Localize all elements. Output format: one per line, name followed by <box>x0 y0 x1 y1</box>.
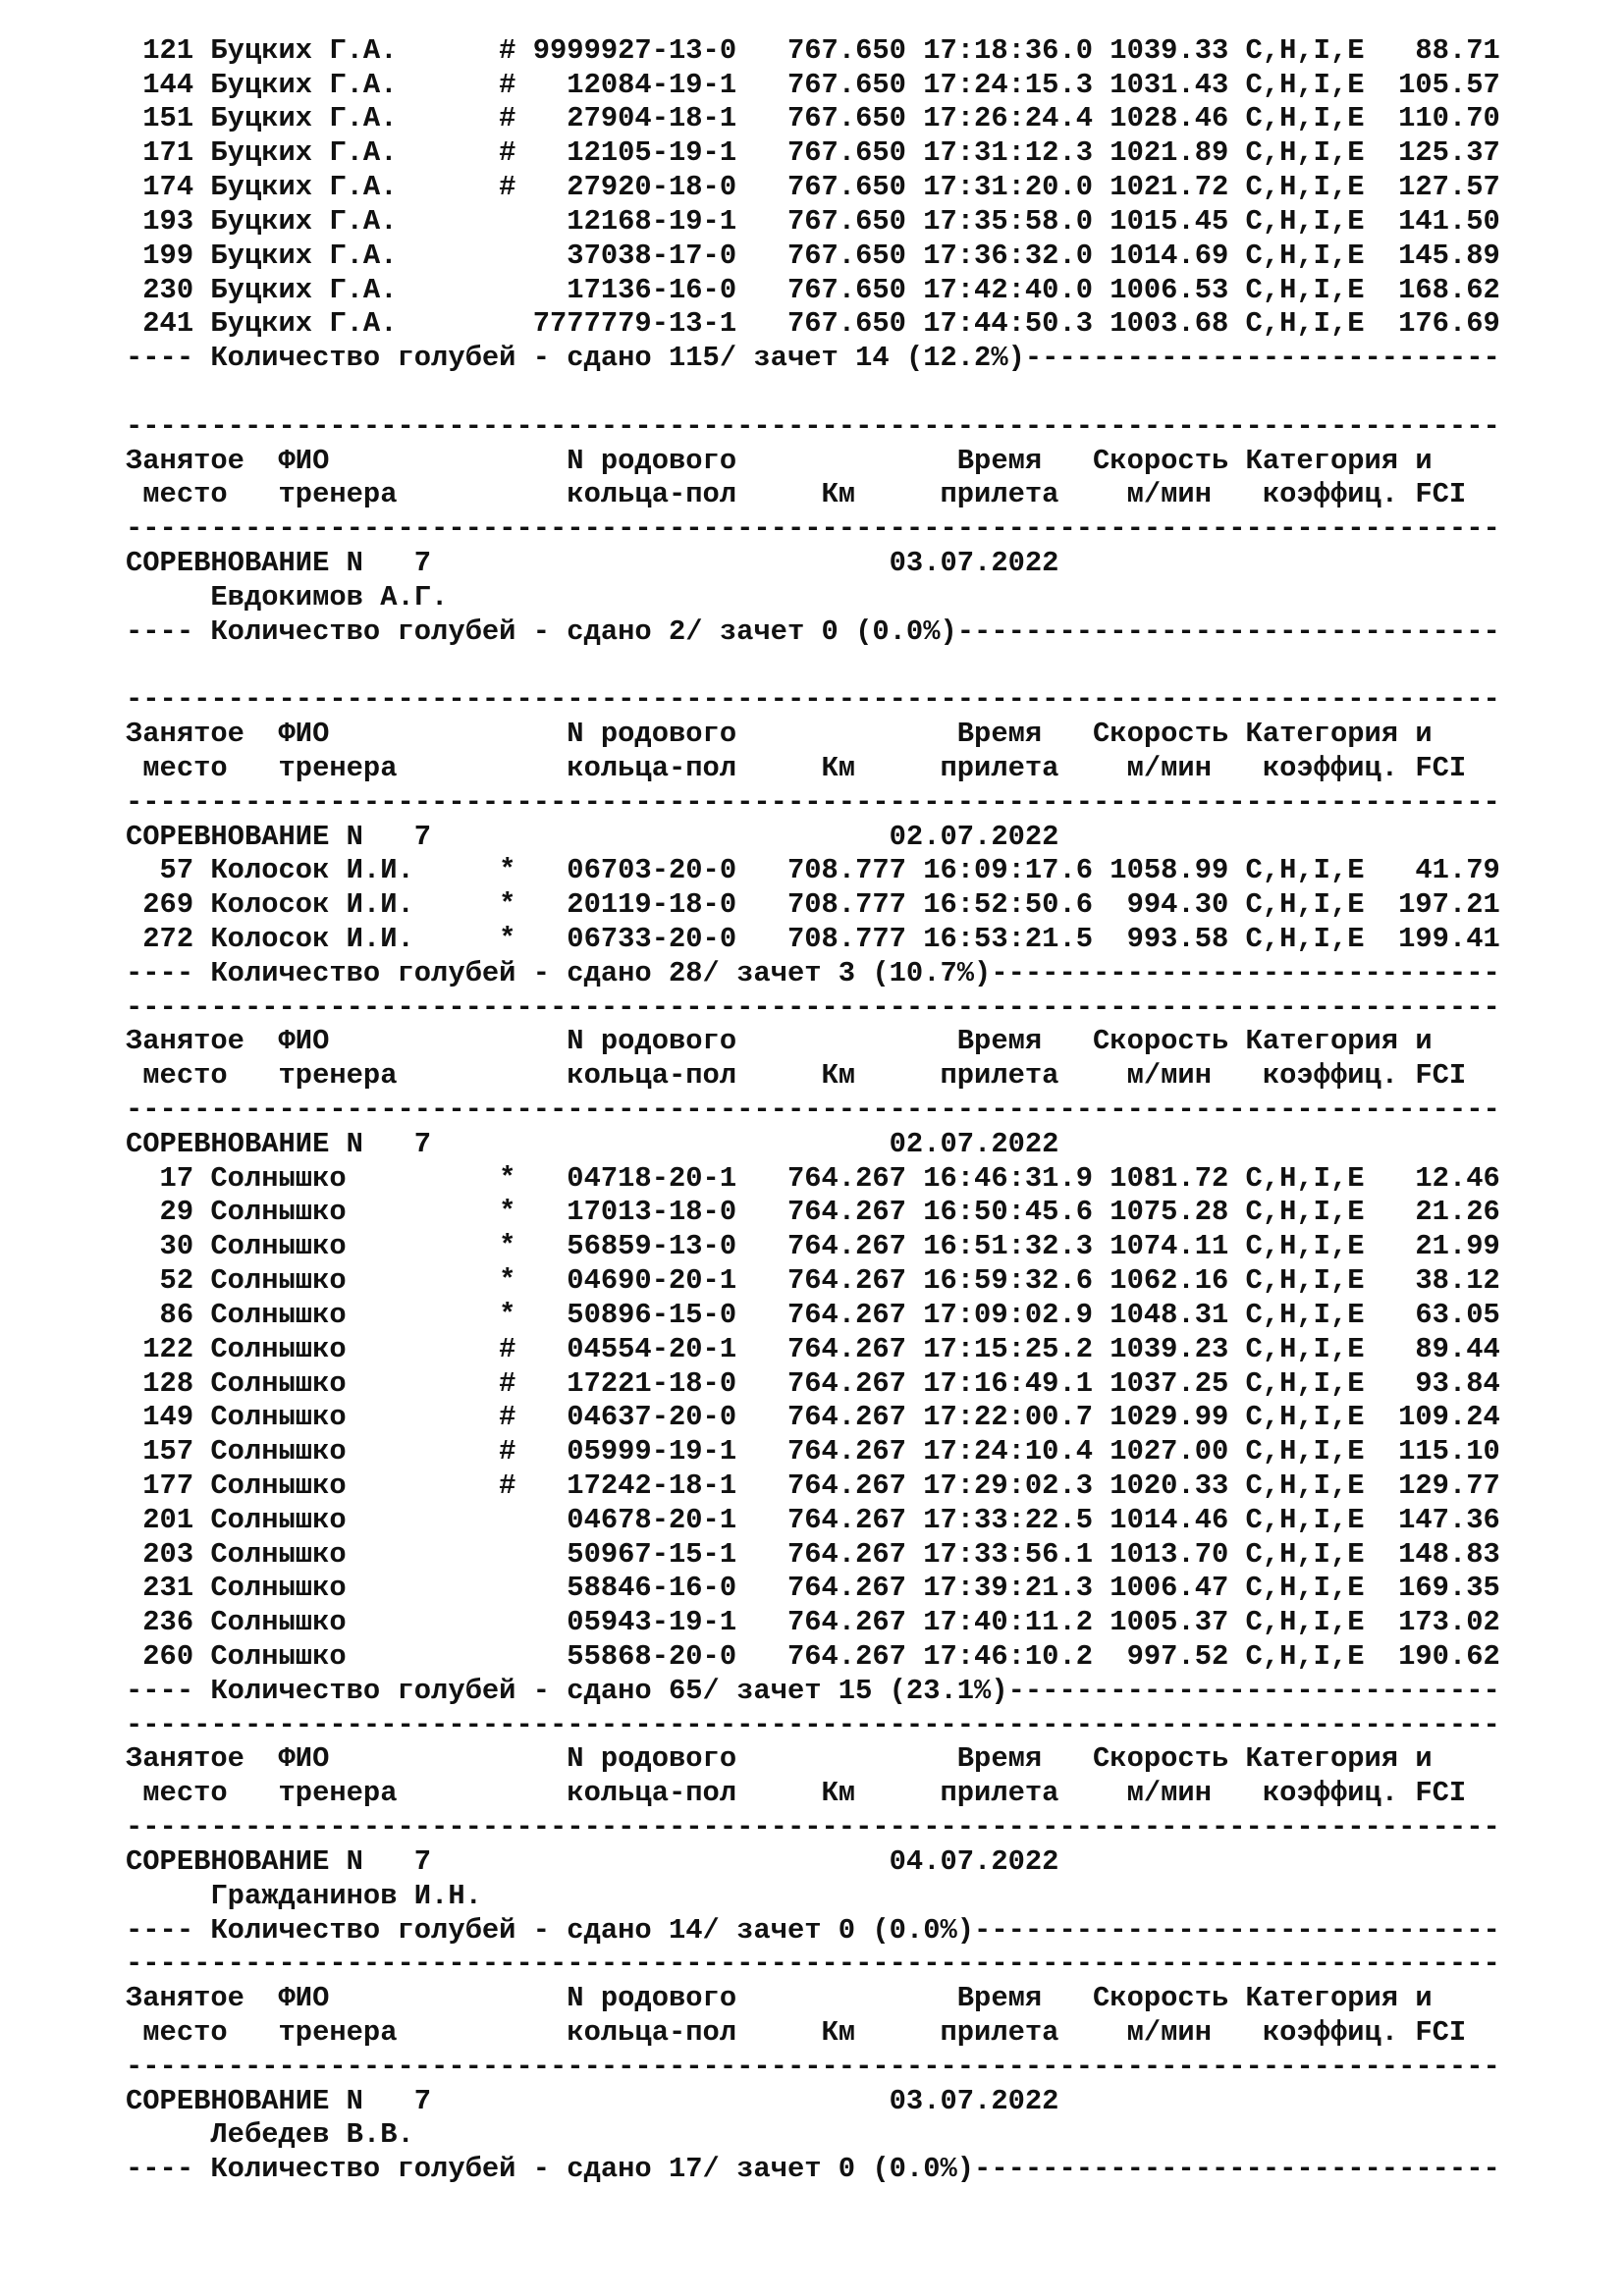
report-line: Гражданинов И.Н. <box>126 1879 482 1912</box>
report-line: --------------------------------------------------------------------------------- <box>126 1811 1500 1844</box>
report-line: Лебедев В.В. <box>126 2118 414 2152</box>
report-line: СОРЕВНОВАНИЕ N 7 03.07.2022 <box>126 547 1059 579</box>
report-line: 157 Солнышко # 05999-19-1 764.267 17:24:10.4 1027.00 C,H,I,E 115.10 <box>126 1435 1500 1468</box>
report-line: --------------------------------------------------------------------------------- <box>126 1948 1500 1981</box>
report-line: --------------------------------------------------------------------------------- <box>126 512 1500 546</box>
report-line: --------------------------------------------------------------------------------- <box>126 785 1500 819</box>
report-line: 122 Солнышко # 04554-20-1 764.267 17:15:25.2 1039.23 C,H,I,E 89.44 <box>126 1332 1500 1365</box>
report-line: 128 Солнышко # 17221-18-0 764.267 17:16:49.1 1037.25 C,H,I,E 93.84 <box>126 1366 1500 1400</box>
report-line: 201 Солнышко 04678-20-1 764.267 17:33:22.5 1014.46 C,H,I,E 147.36 <box>126 1503 1500 1536</box>
report-line: 269 Колосок И.И. * 20119-18-0 708.777 16:52:50.6 994.30 C,H,I,E 197.21 <box>126 888 1500 922</box>
report-line: 177 Солнышко # 17242-18-1 764.267 17:29:02.3 1020.33 C,H,I,E 129.77 <box>126 1468 1500 1502</box>
report-line: 199 Буцких Г.А. 37038-17-0 767.650 17:36:32.0 1014.69 C,H,I,E 145.89 <box>126 239 1500 272</box>
report-line: 260 Солнышко 55868-20-0 764.267 17:46:10.2 997.52 C,H,I,E 190.62 <box>126 1640 1500 1673</box>
report-line: 144 Буцких Г.А. # 12084-19-1 767.650 17:24:15.3 1031.43 C,H,I,E 105.57 <box>126 68 1500 101</box>
report-line: --------------------------------------------------------------------------------- <box>126 1708 1500 1741</box>
report-line: 174 Буцких Г.А. # 27920-18-0 767.650 17:31:20.0 1021.72 C,H,I,E 127.57 <box>126 171 1500 204</box>
report-line: ---- Количество голубей - сдано 115/ зачет 14 (12.2%)---------------------------- <box>126 342 1500 375</box>
report-line: ---- Количество голубей - сдано 17/ зачет 0 (0.0%)------------------------------- <box>126 2153 1500 2186</box>
report-line: --------------------------------------------------------------------------------- <box>126 990 1500 1024</box>
report-line: 151 Буцких Г.А. # 27904-18-1 767.650 17:26:24.4 1028.46 C,H,I,E 110.70 <box>126 102 1500 135</box>
report-line: Евдокимов А.Г. <box>126 580 449 614</box>
report-line: ---- Количество голубей - сдано 28/ зачет 3 (10.7%)------------------------------ <box>126 956 1500 989</box>
report-line: СОРЕВНОВАНИЕ N 7 03.07.2022 <box>126 2084 1059 2117</box>
report-line <box>126 649 1500 683</box>
report-line: место тренера кольца-пол Км прилета м/мин коэффиц. FCI <box>126 478 1467 511</box>
report-line: 241 Буцких Г.А. 7777779-13-1 767.650 17:44:50.3 1003.68 C,H,I,E 176.69 <box>126 307 1500 341</box>
report-line: Занятое ФИО N родового Время Скорость Категория и <box>126 1025 1433 1058</box>
report-line: --------------------------------------------------------------------------------- <box>126 683 1500 717</box>
report-line: место тренера кольца-пол Км прилета м/мин коэффиц. FCI <box>126 1777 1467 1810</box>
report-line: Занятое ФИО N родового Время Скорость Категория и <box>126 1982 1433 2015</box>
report-line <box>126 376 1500 410</box>
report-line: 86 Солнышко * 50896-15-0 764.267 17:09:02.9 1048.31 C,H,I,E 63.05 <box>126 1298 1500 1331</box>
report-line: ---- Количество голубей - сдано 2/ зачет 0 (0.0%)-------------------------------- <box>126 614 1500 648</box>
report-line: ---- Количество голубей - сдано 65/ зачет 15 (23.1%)----------------------------- <box>126 1674 1500 1707</box>
results-document <box>126 0 1500 2187</box>
report-line: 171 Буцких Г.А. # 12105-19-1 767.650 17:31:12.3 1021.89 C,H,I,E 125.37 <box>126 136 1500 170</box>
report-line: Занятое ФИО N родового Время Скорость Категория и <box>126 718 1433 751</box>
report-line: --------------------------------------------------------------------------------- <box>126 1094 1500 1126</box>
report-line: 203 Солнышко 50967-15-1 764.267 17:33:56.1 1013.70 C,H,I,E 148.83 <box>126 1537 1500 1571</box>
report-line: Занятое ФИО N родового Время Скорость Категория и <box>126 1742 1433 1776</box>
report-line: 17 Солнышко * 04718-20-1 764.267 16:46:31.9 1081.72 C,H,I,E 12.46 <box>126 1161 1500 1195</box>
report-line: СОРЕВНОВАНИЕ N 7 04.07.2022 <box>126 1844 1059 1878</box>
report-line: 193 Буцких Г.А. 12168-19-1 767.650 17:35:58.0 1015.45 C,H,I,E 141.50 <box>126 204 1500 238</box>
report-line: 57 Колосок И.И. * 06703-20-0 708.777 16:09:17.6 1058.99 C,H,I,E 41.79 <box>126 854 1500 887</box>
report-line: СОРЕВНОВАНИЕ N 7 02.07.2022 <box>126 820 1059 853</box>
report-line: 149 Солнышко # 04637-20-0 764.267 17:22:00.7 1029.99 C,H,I,E 109.24 <box>126 1401 1500 1434</box>
report-line: 231 Солнышко 58846-16-0 764.267 17:39:21.3 1006.47 C,H,I,E 169.35 <box>126 1572 1500 1605</box>
report-line: 29 Солнышко * 17013-18-0 764.267 16:50:45.6 1075.28 C,H,I,E 21.26 <box>126 1196 1500 1229</box>
report-line: место тренера кольца-пол Км прилета м/мин коэффиц. FCI <box>126 1059 1467 1093</box>
report-line: Занятое ФИО N родового Время Скорость Категория и <box>126 444 1433 477</box>
report-line: 272 Колосок И.И. * 06733-20-0 708.777 16:53:21.5 993.58 C,H,I,E 199.41 <box>126 922 1500 955</box>
report-line: ---- Количество голубей - сдано 14/ зачет 0 (0.0%)------------------------------- <box>126 1913 1500 1947</box>
report-line: 230 Буцких Г.А. 17136-16-0 767.650 17:42:40.0 1006.53 C,H,I,E 168.62 <box>126 273 1500 306</box>
report-line: СОРЕВНОВАНИЕ N 7 02.07.2022 <box>126 1127 1059 1160</box>
report-line <box>126 0 1500 34</box>
report-line: место тренера кольца-пол Км прилета м/мин коэффиц. FCI <box>126 2015 1467 2049</box>
report-line: 30 Солнышко * 56859-13-0 764.267 16:51:32.3 1074.11 C,H,I,E 21.99 <box>126 1230 1500 1263</box>
report-line: 121 Буцких Г.А. # 9999927-13-0 767.650 17:18:36.0 1039.33 C,H,I,E 88.71 <box>126 33 1500 67</box>
report-line: 236 Солнышко 05943-19-1 764.267 17:40:11.2 1005.37 C,H,I,E 173.02 <box>126 1606 1500 1639</box>
report-line: 52 Солнышко * 04690-20-1 764.267 16:59:32.6 1062.16 C,H,I,E 38.12 <box>126 1264 1500 1298</box>
report-line: --------------------------------------------------------------------------------- <box>126 409 1500 443</box>
report-line: --------------------------------------------------------------------------------- <box>126 2050 1500 2083</box>
report-line: место тренера кольца-пол Км прилета м/мин коэффиц. FCI <box>126 751 1467 784</box>
